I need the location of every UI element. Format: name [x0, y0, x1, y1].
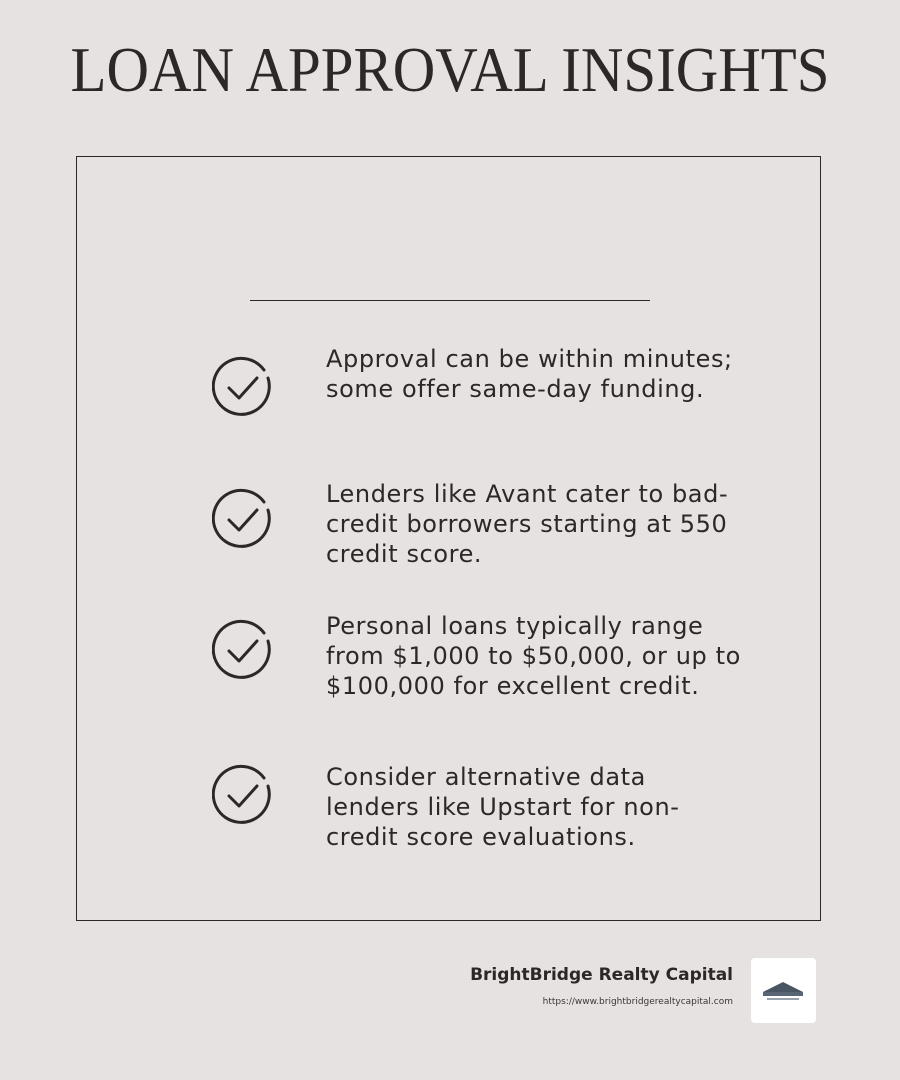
bridge-logo-icon	[751, 958, 816, 1023]
brand-logo	[751, 958, 816, 1023]
brand-url[interactable]: https://www.brightbridgerealtycapital.com	[542, 997, 733, 1007]
page-title: LOAN APPROVAL INSIGHTS	[70, 34, 830, 105]
brand-name: BrightBridge Realty Capital	[470, 965, 733, 985]
divider-line	[250, 300, 650, 301]
check-circle-icon	[212, 488, 274, 550]
insight-text: Approval can be within minutes; some offer same-day funding.	[326, 345, 733, 403]
insight-text: Consider alternative data lenders like Upstart for non-credit score evaluations.	[326, 763, 680, 851]
insight-text: Personal loans typically range from $1,000 to $50,000, or up to $100,000 for excellent credit.	[326, 612, 741, 700]
check-circle-icon	[212, 356, 274, 418]
insight-text: Lenders like Avant cater to bad-credit borrowers starting at 550 credit score.	[326, 480, 729, 568]
check-circle-icon	[212, 619, 274, 681]
check-circle-icon	[212, 764, 274, 826]
